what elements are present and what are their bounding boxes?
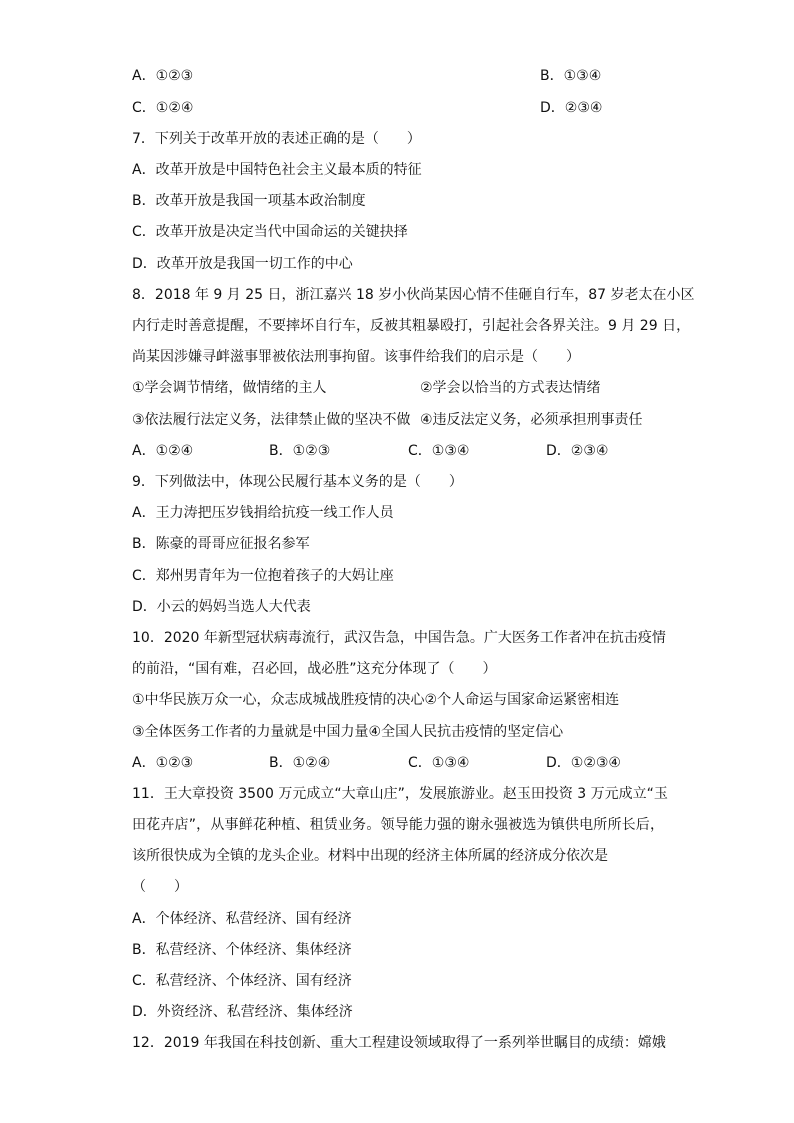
q10-option-d: D．①②③④ bbox=[546, 755, 621, 771]
q8-statement-2: ②学会以恰当的方式表达情绪 bbox=[420, 380, 601, 396]
q8-stem-line-3: 尚某因涉嫌寻衅滋事罪被依法刑事拘留。该事件给我们的启示是（ ） bbox=[132, 349, 580, 365]
q7-option-a: A．改革开放是中国特色社会主义最本质的特征 bbox=[132, 162, 422, 178]
q11-option-d: D．外资经济、私营经济、集体经济 bbox=[132, 1004, 353, 1020]
q8-option-c: C．①③④ bbox=[408, 443, 470, 459]
q8-statements-row-1 bbox=[132, 378, 664, 398]
q11-stem-line-2: 田花卉店”，从事鲜花种植、租赁业务。领导能力强的谢永强被选为镇供电所所长后， bbox=[132, 817, 664, 833]
q9-option-d: D．小云的妈妈当选人大代表 bbox=[132, 599, 311, 615]
q7-option-c: C．改革开放是决定当代中国命运的关键抉择 bbox=[132, 224, 408, 240]
q8-stem-line-1: 8．2018 年 9 月 25 日，浙江嘉兴 18 岁小伙尚某因心情不佳砸自行车，87 岁老太在小区 bbox=[132, 287, 695, 303]
q10-option-b: B．①②④ bbox=[269, 755, 331, 771]
q11-stem-line-4: （ ） bbox=[132, 879, 188, 895]
q7-option-b: B．改革开放是我国一项基本政治制度 bbox=[132, 193, 366, 209]
q10-option-c: C．①③④ bbox=[408, 755, 470, 771]
q10-stem-line-1: 10．2020 年新型冠状病毒流行，武汉告急，中国告急。广大医务工作者冲在抗击疫情 bbox=[132, 630, 666, 646]
q8-option-b: B．①②③ bbox=[269, 443, 331, 459]
q11-option-a: A．个体经济、私营经济、国有经济 bbox=[132, 911, 352, 927]
q9-option-a: A．王力涛把压岁钱捐给抗疫一线工作人员 bbox=[132, 505, 394, 521]
q7-option-d: D．改革开放是我国一切工作的中心 bbox=[132, 256, 353, 272]
q12-stem-line-1: 12．2019 年我国在科技创新、重大工程建设领域取得了一系列举世瞩目的成绩：嫦娥 bbox=[132, 1035, 666, 1051]
q10-stem-line-2: 的前沿，“国有难，召必回，战必胜”这充分体现了（ ） bbox=[132, 661, 497, 677]
q11-stem-line-3: 该所很快成为全镇的龙头企业。材料中出现的经济主体所属的经济成分依次是 bbox=[132, 848, 608, 864]
q11-stem-line-1: 11．王大章投资 3500 万元成立“大章山庄”，发展旅游业。赵玉田投资 3 万元成立“玉 bbox=[132, 786, 668, 802]
q7-stem: 7．下列关于改革开放的表述正确的是（ ） bbox=[132, 131, 421, 147]
q10-statements-line-1: ①中华民族万众一心，众志成城战胜疫情的决心②个人命运与国家命运紧密相连 bbox=[132, 692, 620, 708]
q6-option-d: D．②③④ bbox=[540, 100, 603, 116]
q9-option-c: C．郑州男青年为一位抱着孩子的大妈让座 bbox=[132, 568, 394, 584]
q8-stem-line-2: 内行走时善意提醒，不要摔坏自行车，反被其粗暴殴打，引起社会各界关注。9 月 29 日， bbox=[132, 318, 691, 334]
q10-option-a: A．①②③ bbox=[132, 755, 194, 771]
q6-option-c: C．①②④ bbox=[132, 100, 194, 116]
q6-option-b: B．①③④ bbox=[540, 68, 602, 84]
q10-statements-line-2: ③全体医务工作者的力量就是中国力量④全国人民抗击疫情的坚定信心 bbox=[132, 724, 564, 740]
q8-option-d: D．②③④ bbox=[546, 443, 609, 459]
q8-statement-1: ①学会调节情绪，做情绪的主人 bbox=[132, 380, 327, 396]
q11-option-c: C．私营经济、个体经济、国有经济 bbox=[132, 973, 352, 989]
q9-stem: 9．下列做法中，体现公民履行基本义务的是（ ） bbox=[132, 474, 463, 490]
q6-options-row-2 bbox=[132, 98, 664, 118]
q8-option-a: A．①②④ bbox=[132, 443, 194, 459]
q8-statements-row-2 bbox=[132, 410, 664, 430]
q6-options-row-1 bbox=[132, 66, 664, 86]
q11-option-b: B．私营经济、个体经济、集体经济 bbox=[132, 942, 352, 958]
q8-statement-3: ③依法履行法定义务，法律禁止做的坚决不做 bbox=[132, 412, 411, 428]
q6-option-a: A．①②③ bbox=[132, 68, 194, 84]
q9-option-b: B．陈豪的哥哥应征报名参军 bbox=[132, 536, 310, 552]
q8-statement-4: ④违反法定义务，必须承担刑事责任 bbox=[420, 412, 643, 428]
